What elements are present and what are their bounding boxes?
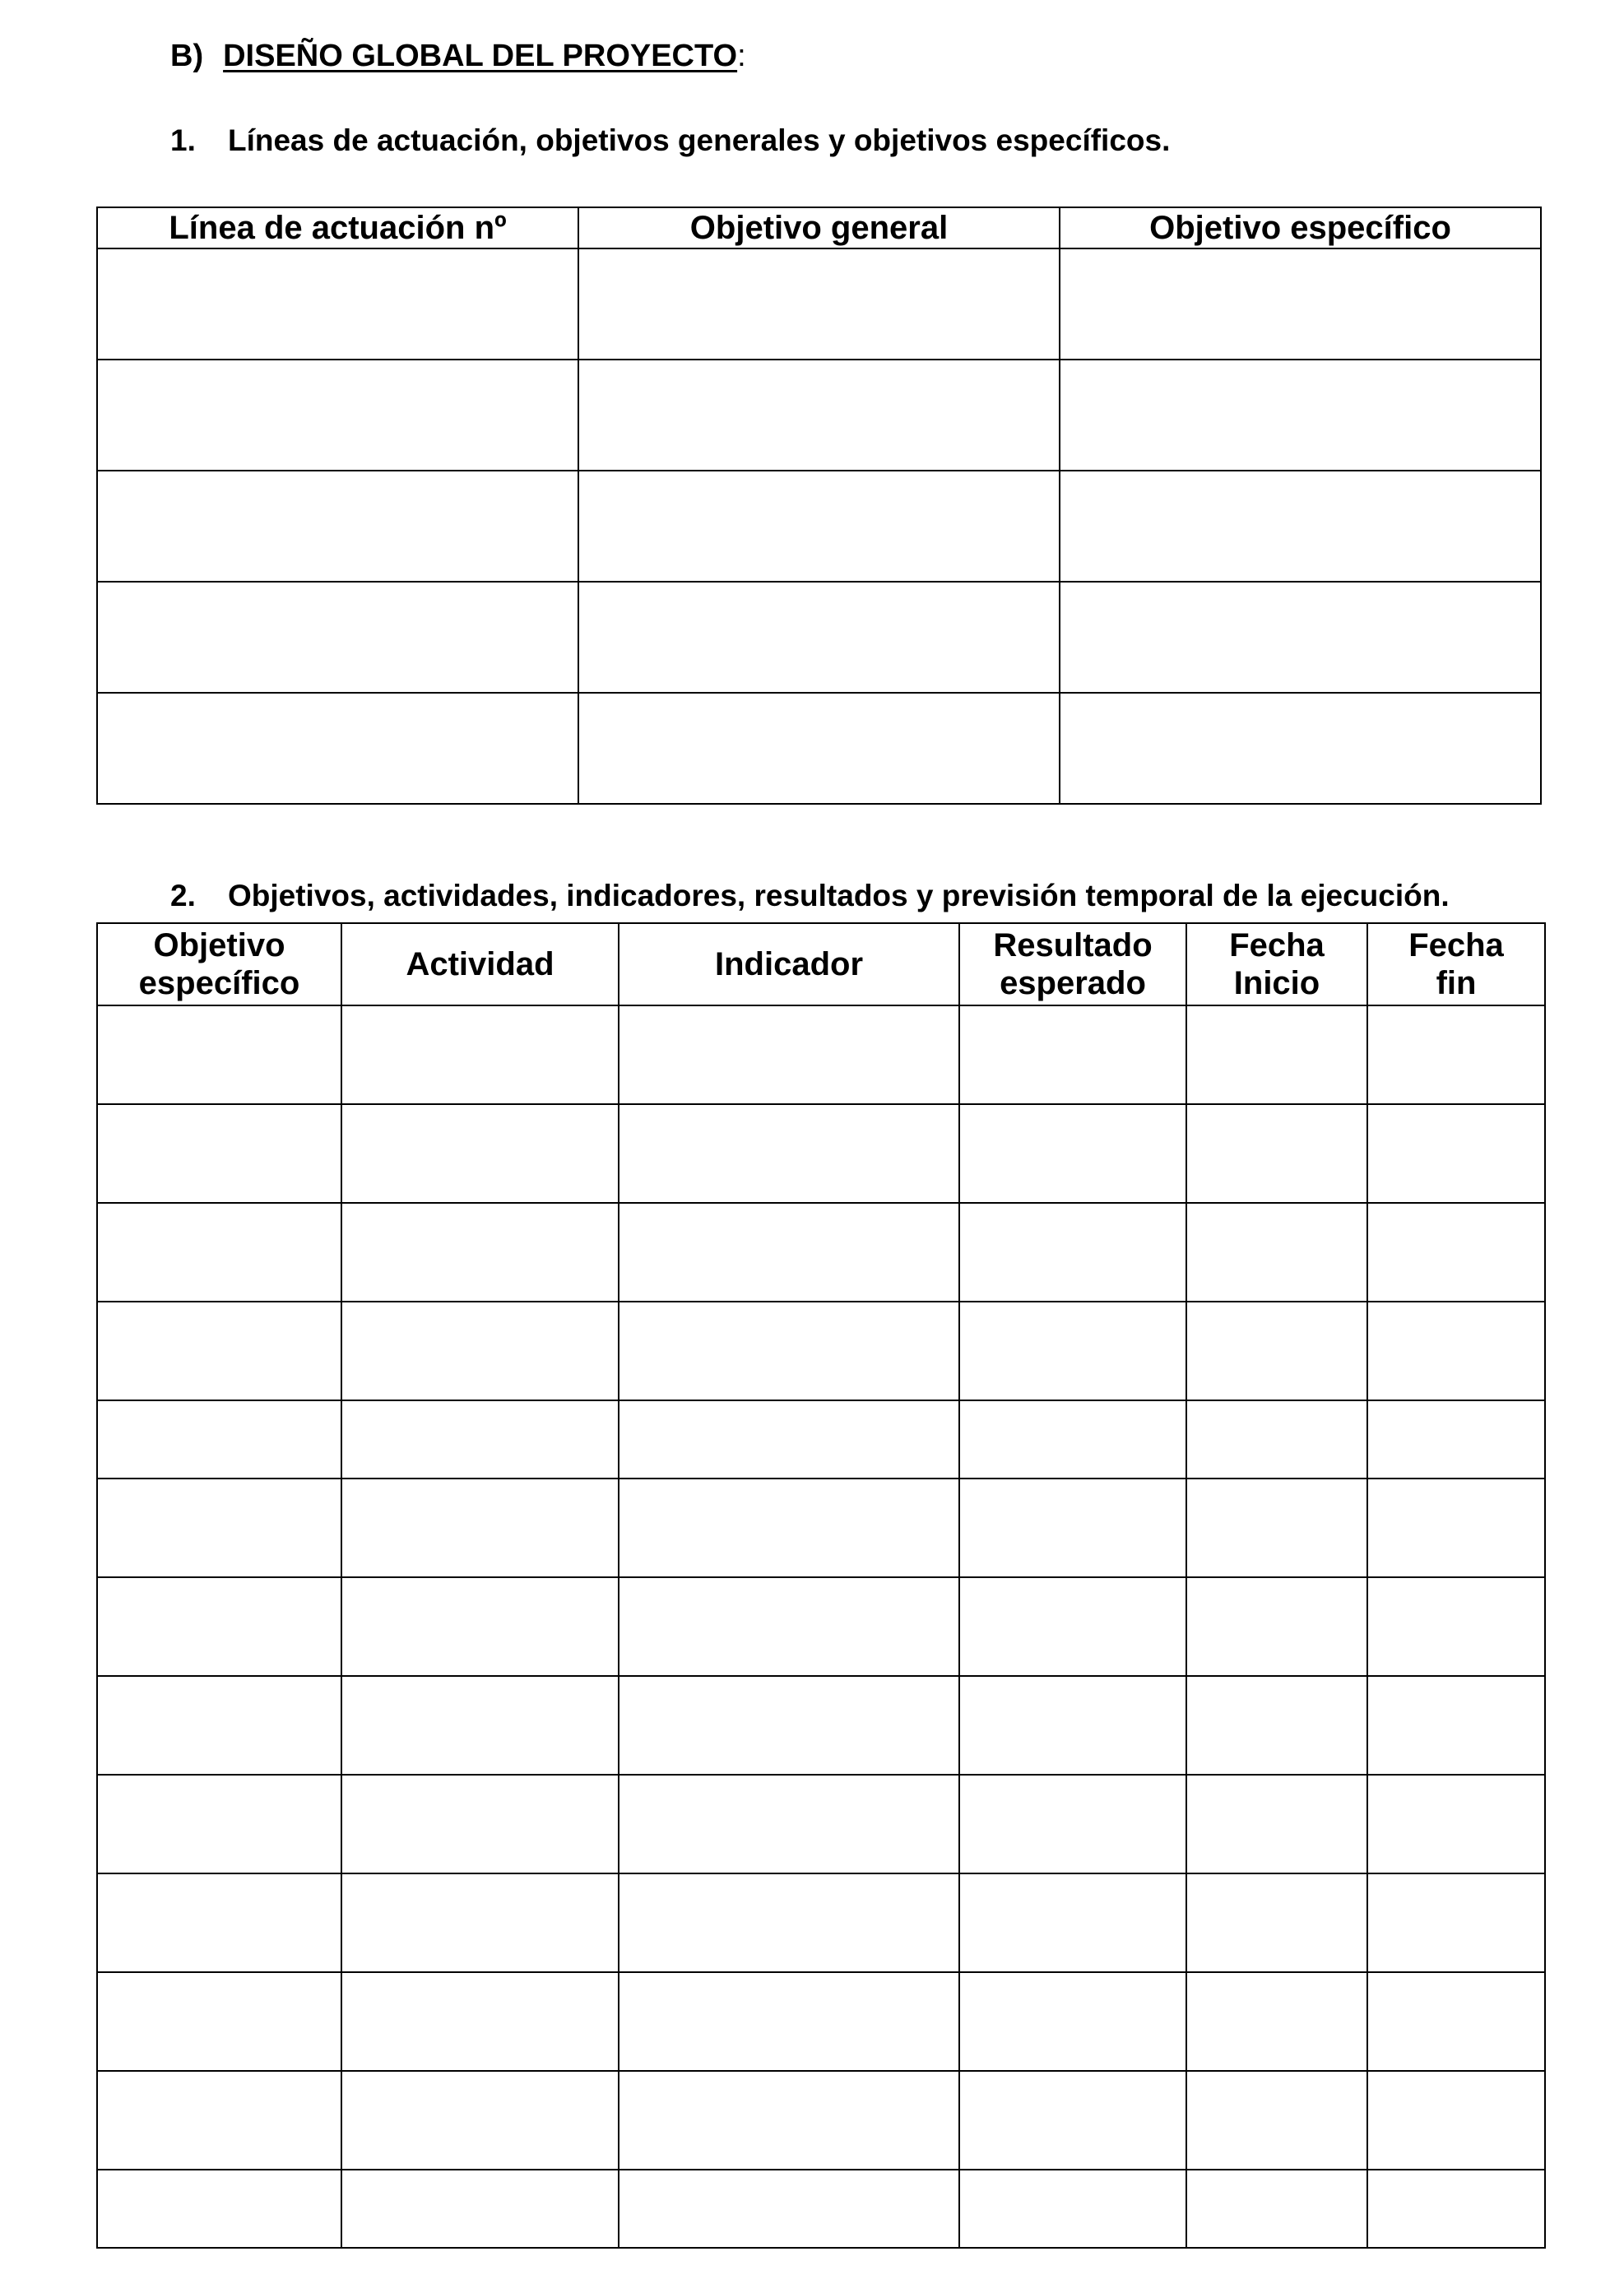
table-cell[interactable] (959, 1775, 1186, 1873)
table-cell[interactable] (578, 471, 1060, 582)
table-cell[interactable] (619, 1005, 959, 1104)
table-cell[interactable] (97, 2071, 341, 2170)
part1-heading (170, 122, 1170, 160)
activities-table (96, 922, 1546, 2249)
part1-heading-text: Líneas de actuación, objetivos generales y objetivos específicos. (228, 123, 1171, 157)
table-row (97, 1005, 1545, 1104)
table-cell[interactable] (341, 2170, 619, 2248)
table-cell[interactable] (341, 1400, 619, 1479)
table-header-row (97, 923, 1545, 1005)
table-cell[interactable] (1367, 1104, 1545, 1203)
col-header-actividad (341, 923, 619, 1005)
table-cell[interactable] (619, 1400, 959, 1479)
table-cell[interactable] (1367, 1972, 1545, 2071)
table-cell[interactable] (619, 1873, 959, 1972)
col-header-fecha-inicio (1186, 923, 1367, 1005)
header-line: Actividad (406, 946, 554, 982)
table-row (97, 2071, 1545, 2170)
table-cell[interactable] (1367, 1577, 1545, 1676)
table-cell[interactable] (341, 1104, 619, 1203)
table-cell[interactable] (97, 1972, 341, 2071)
table-row (97, 248, 1541, 360)
header-line: Inicio (1233, 965, 1320, 1001)
table-row (97, 1775, 1545, 1873)
part2-heading (170, 877, 1450, 915)
col-header-resultado-esperado (959, 923, 1186, 1005)
section-colon: : (737, 39, 746, 73)
table-cell[interactable] (341, 1873, 619, 1972)
table-cell[interactable] (1367, 1400, 1545, 1479)
table-cell[interactable] (1367, 2071, 1545, 2170)
table-cell[interactable] (619, 1203, 959, 1302)
table-header-row (97, 207, 1541, 248)
table-cell[interactable] (97, 1676, 341, 1775)
table-cell[interactable] (959, 1104, 1186, 1203)
section-heading (170, 36, 746, 76)
table-row (97, 582, 1541, 693)
table-cell[interactable] (97, 248, 578, 360)
table-cell[interactable] (619, 1676, 959, 1775)
table-cell[interactable] (97, 1203, 341, 1302)
table-cell[interactable] (619, 1775, 959, 1873)
objectives-table (96, 207, 1542, 805)
table-cell[interactable] (578, 582, 1060, 693)
table-row (97, 1104, 1545, 1203)
table-cell[interactable] (959, 1676, 1186, 1775)
table-cell[interactable] (1186, 1873, 1367, 1972)
table-cell[interactable] (1367, 1676, 1545, 1775)
table-cell[interactable] (1060, 582, 1541, 693)
table-cell[interactable] (97, 1400, 341, 1479)
table-cell[interactable] (959, 1302, 1186, 1400)
table-cell[interactable] (97, 1104, 341, 1203)
table-cell[interactable] (959, 1873, 1186, 1972)
table-cell[interactable] (341, 1302, 619, 1400)
table-cell[interactable] (959, 1577, 1186, 1676)
table-cell[interactable] (341, 2071, 619, 2170)
table-cell[interactable] (959, 1005, 1186, 1104)
table-cell[interactable] (97, 1005, 341, 1104)
table-cell[interactable] (1186, 1577, 1367, 1676)
table-cell[interactable] (959, 1972, 1186, 2071)
table-row (97, 1873, 1545, 1972)
table-row (97, 693, 1541, 804)
table-cell[interactable] (1186, 1972, 1367, 2071)
table-cell[interactable] (1367, 1479, 1545, 1577)
col-header-objetivo-especifico: Objetivo específico (1060, 207, 1541, 248)
col-header-indicador (619, 923, 959, 1005)
table-cell[interactable] (1186, 1005, 1367, 1104)
table-cell[interactable] (97, 1479, 341, 1577)
section-letter: B) (170, 39, 204, 73)
table-cell[interactable] (97, 1873, 341, 1972)
table-cell[interactable] (578, 248, 1060, 360)
table-row (97, 1302, 1545, 1400)
table-cell[interactable] (1186, 2071, 1367, 2170)
table-cell[interactable] (97, 1577, 341, 1676)
col-header-objetivo-general: Objetivo general (578, 207, 1060, 248)
table-cell[interactable] (1186, 1676, 1367, 1775)
table-cell[interactable] (619, 1104, 959, 1203)
table-row (97, 471, 1541, 582)
table-cell[interactable] (1367, 2170, 1545, 2248)
table-cell[interactable] (619, 1972, 959, 2071)
header-line: Objetivo (153, 927, 285, 963)
table-row (97, 360, 1541, 471)
table-cell[interactable] (341, 1577, 619, 1676)
table-cell[interactable] (97, 471, 578, 582)
table-cell[interactable] (1367, 1873, 1545, 1972)
table-cell[interactable] (1186, 1479, 1367, 1577)
part2-heading-text: Objetivos, actividades, indicadores, resultados y previsión temporal de la ejecución. (228, 879, 1450, 912)
header-line: específico (138, 965, 300, 1001)
table-cell[interactable] (619, 2071, 959, 2170)
header-line: fin (1436, 965, 1477, 1001)
table-cell[interactable] (97, 1775, 341, 1873)
table-row (97, 2170, 1545, 2248)
table-row (97, 1577, 1545, 1676)
table-row (97, 1676, 1545, 1775)
col-header-linea: Línea de actuación nº (97, 207, 578, 248)
table-cell[interactable] (341, 1972, 619, 2071)
table-cell[interactable] (619, 1577, 959, 1676)
table-cell[interactable] (1367, 1005, 1545, 1104)
table-cell[interactable] (341, 1676, 619, 1775)
table-cell[interactable] (1186, 1775, 1367, 1873)
col-header-objetivo-especifico (97, 923, 341, 1005)
table-cell[interactable] (1060, 471, 1541, 582)
part1-number: 1. (170, 123, 196, 157)
header-line: Indicador (714, 946, 864, 982)
table-cell[interactable] (578, 360, 1060, 471)
table-cell[interactable] (1186, 1400, 1367, 1479)
table-row (97, 1972, 1545, 2071)
table-cell[interactable] (1367, 1302, 1545, 1400)
table-cell[interactable] (1186, 2170, 1367, 2248)
table-cell[interactable] (959, 1479, 1186, 1577)
table-row (97, 1203, 1545, 1302)
table-cell[interactable] (341, 1203, 619, 1302)
table-cell[interactable] (959, 2071, 1186, 2170)
table-cell[interactable] (1060, 360, 1541, 471)
table-cell[interactable] (1186, 1104, 1367, 1203)
table-cell[interactable] (619, 1302, 959, 1400)
table-cell[interactable] (619, 1479, 959, 1577)
table-cell[interactable] (97, 2170, 341, 2248)
table-cell[interactable] (341, 1005, 619, 1104)
header-line: Fecha (1408, 927, 1504, 963)
table-row (97, 1479, 1545, 1577)
table-cell[interactable] (1367, 1203, 1545, 1302)
table-cell[interactable] (1186, 1203, 1367, 1302)
col-header-fecha-fin (1367, 923, 1545, 1005)
table-cell[interactable] (97, 360, 578, 471)
table-cell[interactable] (1060, 693, 1541, 804)
header-line: Resultado (993, 927, 1153, 963)
table-cell[interactable] (619, 2170, 959, 2248)
table-row (97, 1400, 1545, 1479)
header-line: esperado (1000, 965, 1146, 1001)
table-cell[interactable] (959, 1400, 1186, 1479)
table-cell[interactable] (959, 1203, 1186, 1302)
table-cell[interactable] (1367, 1775, 1545, 1873)
table-cell[interactable] (1186, 1302, 1367, 1400)
header-line: Fecha (1229, 927, 1325, 963)
table-cell[interactable] (97, 1302, 341, 1400)
table-cell[interactable] (1060, 248, 1541, 360)
table-cell[interactable] (97, 582, 578, 693)
table-cell[interactable] (959, 2170, 1186, 2248)
part2-number: 2. (170, 879, 196, 912)
table-cell[interactable] (97, 693, 578, 804)
section-title: DISEÑO GLOBAL DEL PROYECTO (223, 39, 738, 73)
table-cell[interactable] (578, 693, 1060, 804)
table-cell[interactable] (341, 1479, 619, 1577)
table-cell[interactable] (341, 1775, 619, 1873)
